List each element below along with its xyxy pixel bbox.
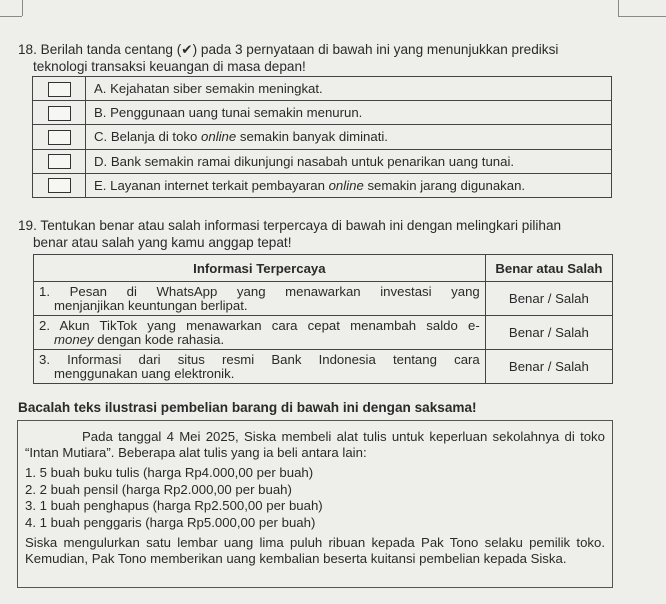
q18-instruction-line1: 18. Berilah tanda centang (✔) pada 3 pernyataan di bawah ini yang menunjukkan prediksi (18, 42, 559, 57)
story-intro: Pada tanggal 4 Mei 2025, Siska membeli alat tulis untuk keperluan sekolahnya di toko “Intan Mutiara”. Beberapa alat tulis yang ia beli antara lain: (25, 429, 605, 460)
list-item: 4. 1 buah penggaris (harga Rp5.000,00 per buah) (25, 514, 316, 530)
option-row (33, 149, 612, 173)
answer-choice-2[interactable]: Benar / Salah (485, 316, 612, 350)
story-box (17, 420, 613, 588)
crop-mark-right-horizontal (618, 16, 666, 17)
q19-instruction-line2: benar atau salah yang kamu anggap tepat! (33, 235, 292, 250)
crop-mark-left-vertical (22, 0, 23, 16)
story-closing: Siska mengulurkan satu lembar uang lima puluh ribuan kepada Pak Tono selaku pemilik toko. Kemudian, Pak Tono memberikan uang kembalian beserta kuitansi pembelian kepada Siska. (25, 535, 605, 566)
q18-instruction-line2: teknologi transaksi keuangan di masa depan! (33, 59, 306, 74)
list-item: 3. 1 buah penghapus (harga Rp2.500,00 per buah) (25, 498, 323, 513)
option-b-checkbox[interactable] (48, 106, 71, 121)
purchase-list (25, 465, 605, 531)
q19-instruction-line1: 19. Tentukan benar atau salah informasi terpercaya di bawah ini dengan melingkari pilihan (18, 218, 562, 233)
q18-options-table (32, 76, 612, 198)
option-d-text: D. Bank semakin ramai dikunjungi nasabah untuk penarikan uang tunai. (86, 149, 612, 173)
option-c-text: C. Belanja di toko online semakin banyak diminati. (86, 125, 612, 149)
option-e-checkbox[interactable] (48, 178, 71, 193)
answer-choice-1[interactable]: Benar / Salah (485, 282, 612, 316)
option-row (33, 101, 612, 125)
table-row (34, 316, 613, 350)
table-row (34, 282, 613, 316)
q19-table (33, 254, 613, 384)
crop-mark-right-vertical (618, 0, 619, 16)
option-a-text: A. Kejahatan siber semakin meningkat. (86, 77, 612, 101)
option-row (33, 125, 612, 149)
option-d-checkbox[interactable] (48, 154, 71, 169)
reading-instruction: Bacalah teks ilustrasi pembelian barang di bawah ini dengan saksama! (18, 400, 477, 415)
list-item: 2. 2 buah pensil (harga Rp2.000,00 per buah) (25, 481, 292, 497)
option-b-text: B. Penggunaan uang tunai semakin menurun. (86, 101, 612, 125)
crop-mark-left-horizontal (0, 16, 22, 17)
option-e-text: E. Layanan internet terkait pembayaran online semakin jarang digunakan. (86, 173, 612, 197)
option-a-checkbox[interactable] (48, 82, 71, 97)
header-info: Informasi Terpercaya (34, 255, 486, 282)
option-row (33, 77, 612, 101)
header-answer: Benar atau Salah (485, 255, 612, 282)
option-c-checkbox[interactable] (48, 130, 71, 145)
option-row (33, 173, 612, 197)
answer-choice-3[interactable]: Benar / Salah (485, 350, 612, 384)
info-cell-3: 3. Informasi dari situs resmi Bank Indonesia tentang cara menggunakan uang elektronik. (34, 350, 486, 384)
info-cell-1: 1. Pesan di WhatsApp yang menawarkan investasi yang menjanjikan keuntungan berlipat. (34, 282, 486, 316)
info-cell-2: 2. Akun TikTok yang menawarkan cara cepat menambah saldo e- money dengan kode rahasia. (34, 316, 486, 350)
table-row (34, 350, 613, 384)
list-item: 1. 5 buah buku tulis (harga Rp4.000,00 per buah) (25, 465, 314, 480)
